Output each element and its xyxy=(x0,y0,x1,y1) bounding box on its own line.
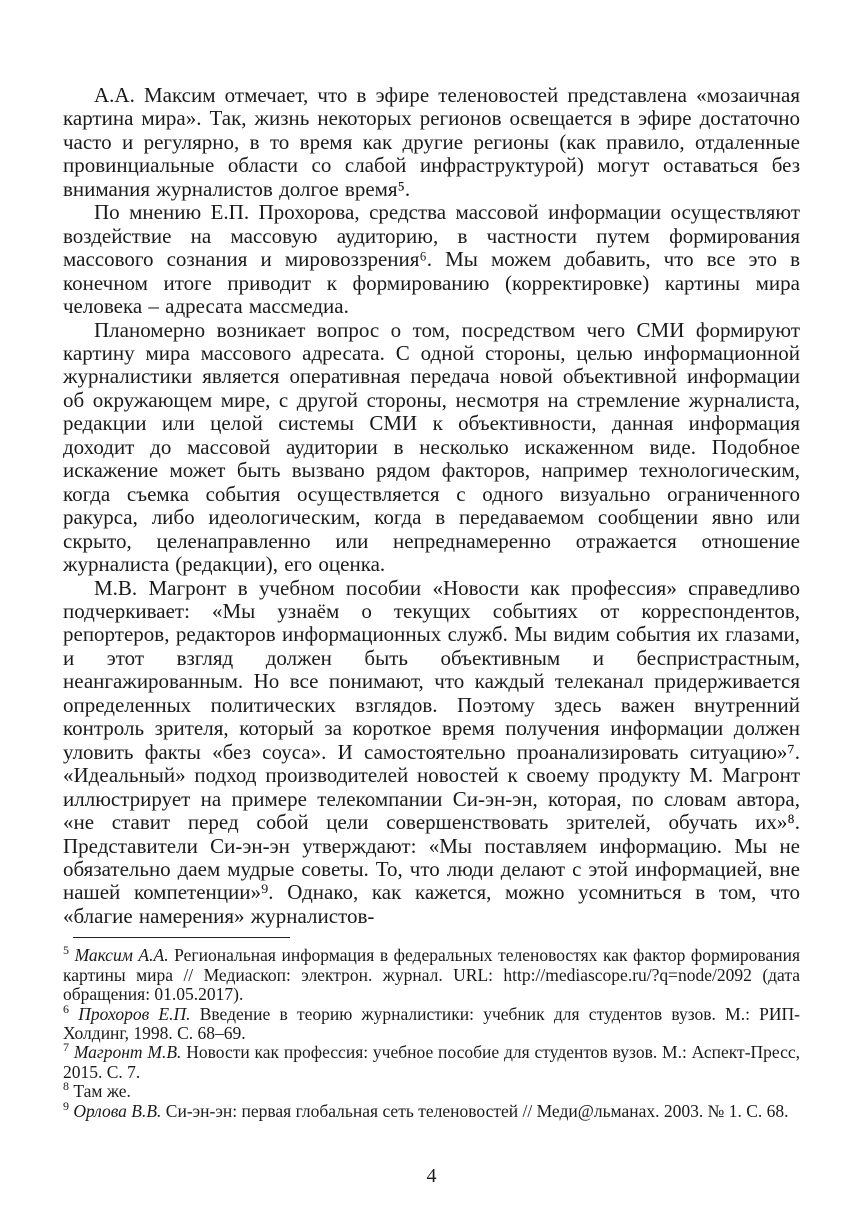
footnote-text: Си-эн-эн: первая глобальная сеть теленовостей // Меди@льманах. 2003. № 1. С. 68. xyxy=(165,1100,789,1121)
footnotes-section xyxy=(63,943,801,1121)
paragraph: По мнению Е.П. Прохорова, средства массовой информации осуществляют воздействие на массовую аудиторию, в частности путем формирования массового сознания и мировоззрения⁶. Мы можем добавить, что все это в конечном итоге приводит к формированию (корректировке) картины мира человека – адресата массмедиа. xyxy=(63,200,800,319)
paragraph: Планомерно возникает вопрос о том, посредством чего СМИ формируют картину мира массового адресата. С одной стороны, целью информационной журналистики является оперативная передача новой объективной информации об окружающем мире, с другой стороны, несмотря на стремление журналиста, редакции или целой системы СМИ к объективности, данная информация доходит до массовой аудитории в несколько искаженном виде. Подобное искажение может быть вызвано рядом факторов, например технологическим, когда съемка события осуществляется с одного визуально ограниченного ракурса, либо идеологическим, когда в передаваемом сообщении явно или скрыто, целенаправленно или непреднамеренно отражается отношение журналиста (редакции), его оценка. xyxy=(63,317,800,577)
paragraph: М.В. Магронт в учебном пособии «Новости как профессия» справедливо подчеркивает: «Мы узнаём о текущих событиях от корреспондентов, репортеров, редакторов информационных служб. Мы видим события их глазами, и этот взгляд должен быть объективным и беспристрастным, неангажированным. Но все понимают, что каждый телеканал придерживается определенных политических взглядов. Поэтому здесь важен внутренний контроль зрителя, который за короткое время получения информации должен уловить факты «без соуса». И самостоятельно проанализировать ситуацию»⁷. «Идеальный» подход производителей новостей к своему продукту М. Магронт иллюстрирует на примере телекомпании Си-эн-эн, которая, по словам автора, «не ставит перед собой цели совершенствовать зрителей, обучать их»⁸. Представители Си-эн-эн утверждают: «Мы поставляем информацию. Мы не обязательно даем мудрые советы. То, что люди делают с этой информацией, вне нашей компетенции»⁹. Однако, как кажется, можно усомниться в том, что «благие намерения» журналистов- xyxy=(63,575,800,928)
footnote-author: Прохоров Е.П. xyxy=(78,1003,191,1024)
footnote-text: Региональная информация в федеральных теленовостях как фактор формирования картины мира // Медиаскоп: электрон. журнал. URL: http://mediascope.ru/?q=node/2092 (дата обращения: 01.05.2017). xyxy=(63,945,801,1005)
footnote xyxy=(63,943,801,1005)
footnote-marker: 6 xyxy=(63,1001,69,1016)
footnote xyxy=(63,1040,801,1082)
footnote-text: Новости как профессия: учебное пособие для студентов вузов. М.: Аспект-Пресс, 2015. С. 7. xyxy=(63,1042,801,1082)
footnote xyxy=(63,1098,800,1121)
footnote-author: Орлова В.В. xyxy=(73,1100,162,1121)
footnote-marker: 8 xyxy=(63,1079,69,1094)
footnote-author: Магронт М.В. xyxy=(73,1042,182,1063)
footnote xyxy=(63,1079,800,1102)
footnote-text: Там же. xyxy=(73,1081,131,1102)
footnote-marker: 9 xyxy=(63,1098,69,1113)
text-block xyxy=(63,84,800,1121)
page-number: 4 xyxy=(426,1165,437,1187)
footnote-separator xyxy=(73,937,290,938)
footnote-author: Максим А.А. xyxy=(74,945,169,966)
footnote-text: Введение в теорию журналистики: учебник для студентов вузов. М.: РИП-Холдинг, 1998. С. 68–69. xyxy=(63,1003,800,1043)
footnote xyxy=(63,1001,800,1044)
paragraph: А.А. Максим отмечает, что в эфире теленовостей представлена «мозаичная картина мира». Так, жизнь некоторых регионов освещается в эфире достаточно часто и регулярно, в то время как другие регионы (как правило, отдаленные провинциальные области со слабой инфраструктурой) могут оставаться без внимания журналистов долгое время⁵. xyxy=(63,83,800,201)
footnote-marker: 7 xyxy=(63,1040,69,1055)
footnote-marker: 5 xyxy=(63,943,69,958)
